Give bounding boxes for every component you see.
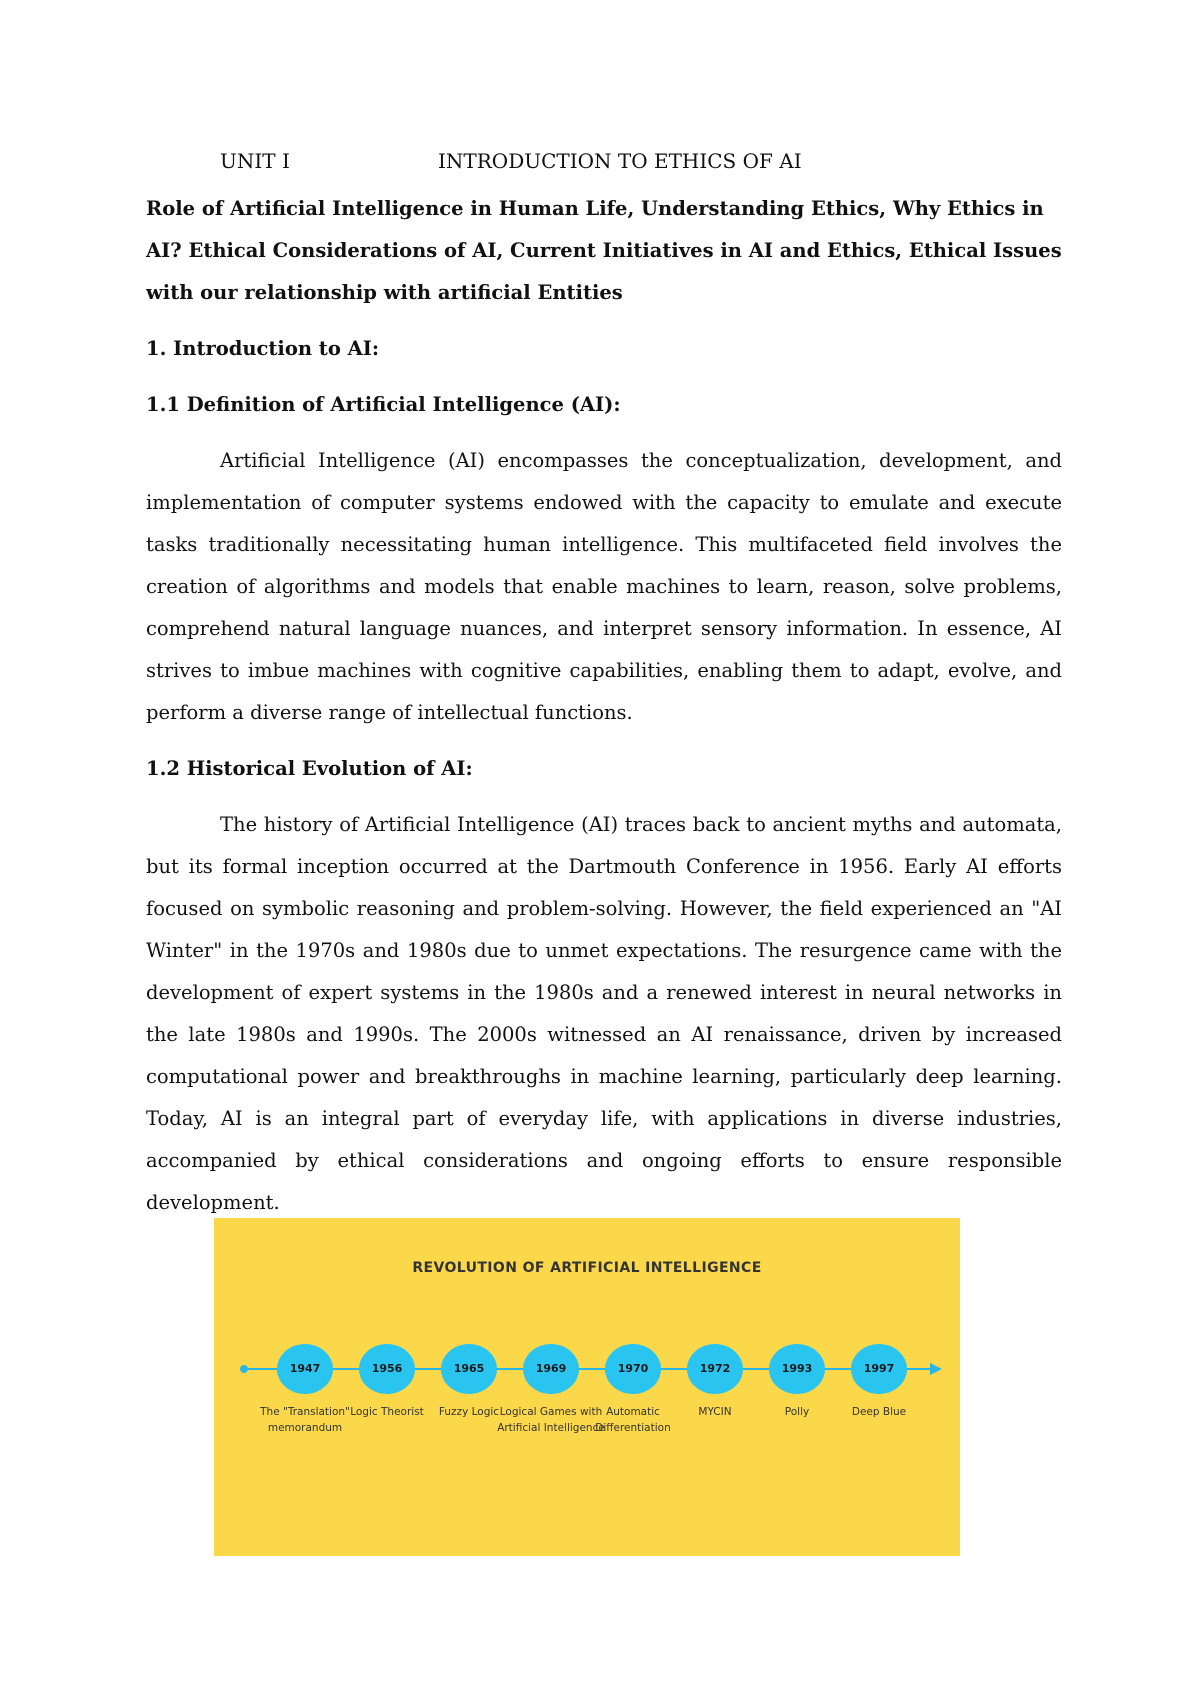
subsection-heading-definition: 1.1 Definition of Artificial Intelligence (AI):: [146, 393, 621, 416]
section-heading-introduction: 1. Introduction to AI:: [146, 337, 380, 360]
ai-timeline-figure: [214, 1218, 960, 1556]
timeline-year: 1993: [769, 1344, 825, 1394]
timeline-label: Logical Games with Artificial Intelligence: [497, 1406, 605, 1434]
timeline-start-dot: [240, 1365, 248, 1373]
timeline-year: 1956: [359, 1344, 415, 1394]
paragraph-history: The history of Artificial Intelligence (AI) traces back to ancient myths and automata, but its formal inception occurred at the Dartmouth Conference in 1956. Early AI efforts focused on symbolic reasoning and problem-solving. However, the field experienced an "AI Winter" in the 1970s and 1980s due to unmet expectations. The resurgence came with the development of expert systems in the 1980s and a renewed interest in neural networks in the late 1980s and 1990s. The 2000s witnessed an AI renaissance, driven by increased computational power and breakthroughs in machine learning, particularly deep learning. Today, AI is an integral part of everyday life, with applications in diverse industries, accompanied by ethical considerations and ongoing efforts to ensure responsible development.: [146, 813, 1062, 1214]
timeline-year: 1965: [441, 1344, 497, 1394]
timeline-label: The "Translation" memorandum: [260, 1406, 350, 1434]
timeline-label: MYCIN: [698, 1406, 732, 1418]
paragraph-definition: Artificial Intelligence (AI) encompasses the conceptualization, development, and implementation of computer systems endowed with the capacity to emulate and execute tasks traditionally necessitating human intelligence. This multifaceted field involves the creation of algorithms and models that enable machines to learn, reason, solve problems, comprehend natural language nuances, and interpret sensory information. In essence, AI strives to imbue machines with cognitive capabilities, enabling them to adapt, evolve, and perform a diverse range of intellectual functions.: [146, 449, 1062, 724]
timeline-label: Logic Theorist: [350, 1406, 424, 1418]
document-body: [146, 188, 1062, 1224]
unit-title: INTRODUCTION TO ETHICS OF AI: [438, 149, 802, 173]
timeline-year: 1997: [851, 1344, 907, 1394]
timeline-label: Automatic Differentiation: [595, 1406, 671, 1434]
timeline-year: 1970: [605, 1344, 661, 1394]
timeline-year: 1972: [687, 1344, 743, 1394]
subsection-heading-history: 1.2 Historical Evolution of AI:: [146, 757, 473, 780]
unit-number: UNIT I: [220, 149, 290, 173]
unit-topics: Role of Artificial Intelligence in Human Life, Understanding Ethics, Why Ethics in AI? Ethical Considerations of AI, Current Initiatives in AI and Ethics, Ethical Issues with our relationship with artificial Entities: [146, 197, 1062, 304]
timeline-label: Polly: [784, 1406, 810, 1418]
timeline-label: Deep Blue: [851, 1406, 907, 1418]
timeline-label: Fuzzy Logic: [438, 1406, 500, 1418]
timeline-year: 1947: [277, 1344, 333, 1394]
timeline-event: [824, 1344, 934, 1420]
timeline-year: 1969: [523, 1344, 579, 1394]
figure-title: REVOLUTION OF ARTIFICIAL INTELLIGENCE: [412, 1260, 762, 1276]
